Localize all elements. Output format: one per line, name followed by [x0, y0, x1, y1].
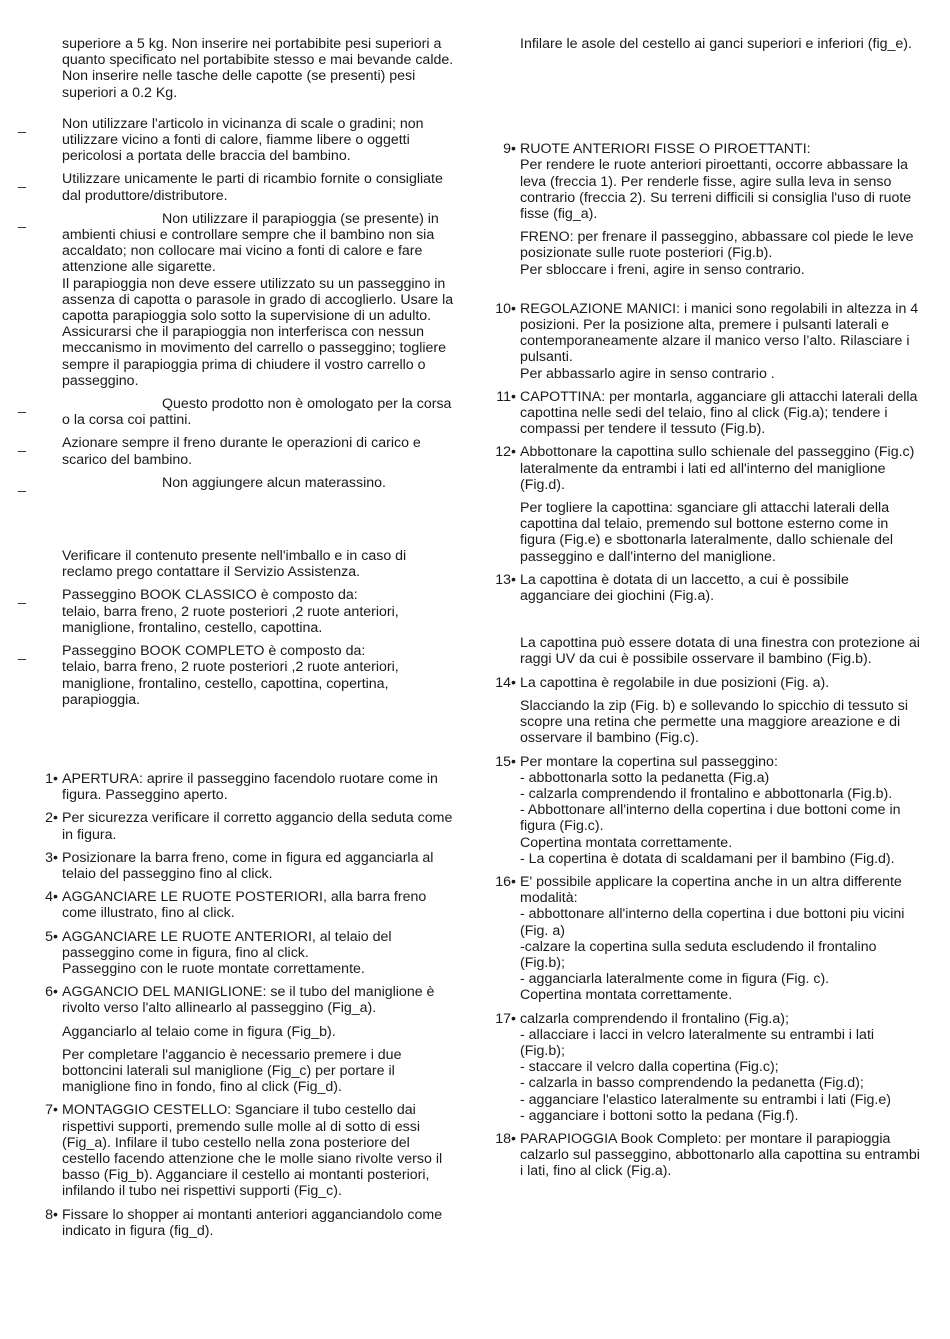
step-item — [488, 141, 920, 222]
step-item — [488, 444, 920, 493]
step-text: Per sicurezza verificare il corretto aggancio della seduta come in figura. — [62, 810, 453, 843]
intro-paragraph: superiore a 5 kg. Non inserire nei portabibite pesi superiori a quanto specificato nel portabibite stesso e mai bevande calde. Non inserire nelle tasche delle capotte (se presenti) pesi superiori a 0.2 Kg. — [62, 36, 454, 101]
step-extra: Agganciarlo al telaio come in figura (Fig_b). — [62, 1023, 336, 1040]
step-number: 15• — [495, 753, 516, 770]
step-item — [30, 929, 460, 978]
warning-text: Azionare sempre il freno durante le operazioni di carico e scarico del bambino. — [62, 435, 421, 468]
uv-window-paragraph: La capottina può essere dotata di una finestra con protezione ai raggi UV da cui è possibile osservare il bambino (Fig.b). — [520, 635, 920, 668]
step-extra: Per togliere la capottina: sganciare gli attacchi laterali della capottina dal telaio, premendo sul bottone esterno come in figura (Fig.e) e sbottonarla lateralmente, dallo schienale del passeggino e dall'interno del maniglione. — [520, 500, 894, 565]
contents-item — [18, 643, 460, 708]
step-text: AGGANCIO DEL MANIGLIONE: se il tubo del maniglione è rivolto verso l'alto allinearlo al passeggino (Fig_a). — [62, 984, 435, 1017]
step-extra: FRENO: per frenare il passeggino, abbassare col piede le leve posizionate sulle ruote posteriori (Fig.b). Per sbloccare i freni, agire in senso contrario. — [520, 229, 914, 278]
warning-item — [18, 171, 460, 204]
dash-marker: _ — [18, 645, 26, 662]
step-number: 8• — [45, 1206, 58, 1223]
step-text: Fissare lo shopper ai montanti anteriori agganciandolo come indicato in figura (fig_d). — [62, 1206, 443, 1239]
step-extra: calzarla comprendendo il frontalino (Fig.a); - allacciare i lacci in velcro lateralmente su entrambi i lati (Fig.b); - staccare il velcro dalla copertina (Fig.c); - calzarla in basso comprendendo la pedanetta (Fig.d); - agganciare l'elastico lateralmente su entrambi i lati (Fig.e) - agganciare i bottoni sotto la pedana (Fig.f). — [520, 1010, 891, 1124]
warning-item — [18, 435, 460, 468]
step-number: 9• — [503, 141, 516, 158]
step-number: 2• — [45, 810, 58, 827]
warning-text: Non aggiungere alcun materassino. — [162, 474, 386, 491]
contents-item — [18, 587, 460, 636]
step-text: La capottina è dotata di un laccetto, a cui è possibile agganciare dei giochini (Fig.a). — [520, 571, 849, 605]
contents-text: Passeggino BOOK COMPLETO è composto da: telaio, barra freno, 2 ruote posteriori ,2 ruote anteriori, maniglione, frontalino, cestello, capottina, copertina, parapioggia. — [62, 643, 399, 708]
step-item — [30, 984, 460, 1016]
step-number: 3• — [45, 849, 58, 866]
contents-text: Passeggino BOOK CLASSICO è composto da: telaio, barra freno, 2 ruote posteriori ,2 ruote anteriori, maniglione, frontalino, cestello, capottina. — [62, 587, 399, 636]
dash-marker: _ — [18, 437, 26, 454]
step-extra: Per montare la copertina sul passeggino: - abbottonarla sotto la pedanetta (Fig.a) - calzarla comprendendo il frontalino e abbottonarla (Fig.b). - Abbottonare all'interno della copertina i due bottoni come in figura (Fig.c). Copertina montata correttamente. - La copertina è dotata di scaldamani per il bambino (Fig.d). — [520, 753, 901, 867]
step-text: AGGANCIARE LE RUOTE ANTERIORI, al telaio del passeggino come in figura, fino al click. Passeggino con le ruote montate correttamente. — [62, 928, 392, 977]
step-item — [488, 301, 920, 382]
dash-marker: _ — [18, 173, 26, 190]
warning-text: Questo prodotto non è omologato per la corsa o la corsa coi pattini. — [62, 396, 452, 429]
step-item — [488, 1131, 920, 1180]
intro-paragraph: Infilare le asole del cestello ai ganci superiori e inferiori (fig_e). — [520, 36, 912, 52]
step-number: 17• — [495, 1010, 516, 1027]
step-text: MONTAGGIO CESTELLO: Sganciare il tubo cestello dai rispettivi supporti, premendo sulle molle al di sotto di essi (Fig_a). Infilare il tubo cestello nella zona posteriore del cestello facendo attenzione che le molle siano rivolte verso il basso (Fig_b). Agganciare il cestello ai montanti posteriori, infilando il tubo nei rispettivi supporti (Fig_c). — [62, 1102, 443, 1200]
step-text: APERTURA: aprire il passeggino facendolo ruotare come in figura. Passeggino aperto. — [62, 770, 438, 804]
step-text: AGGANCIARE LE RUOTE POSTERIORI, alla barra freno come illustrato, fino al click. — [62, 889, 427, 922]
step-number: 14• — [495, 674, 516, 691]
step-number: 6• — [45, 984, 58, 1001]
step-text: La capottina è regolabile in due posizioni (Fig. a). — [520, 674, 830, 691]
step-text: CAPOTTINA: per montarla, agganciare gli attacchi laterali della capottina nelle sedi del telaio, fino al click (Fig.a); tendere i compassi per tendere il tessuto (Fig.b). — [520, 388, 918, 438]
step-number: 18• — [495, 1130, 516, 1147]
contents-intro: Verificare il contenuto presente nell'imballo e in caso di reclamo prego contattare il Servizio Assistenza. — [62, 548, 407, 581]
step-extra: Slacciando la zip (Fig. b) e sollevando lo spicchio di tessuto si scopre una retina che permette una maggiore areazione e di osservare il bambino (Fig.c). — [520, 697, 908, 747]
step-item — [30, 771, 460, 803]
dash-marker: _ — [18, 212, 26, 229]
step-number: 16• — [495, 873, 516, 890]
step-text: RUOTE ANTERIORI FISSE O PIROETTANTI: Per rendere le ruote anteriori piroettanti, occorre abbassare la leva (freccia 1). Per renderle fisse, agire sulla leva in senso contrario (freccia 2). Su terreni difficili si consiglia l'uso di ruote fisse (fig_a). — [520, 141, 912, 223]
step-item — [488, 389, 920, 438]
step-item — [30, 889, 460, 921]
step-item — [488, 675, 920, 691]
warning-text: Utilizzare unicamente le parti di ricambio fornite o consigliate dal produttore/distributore. — [62, 171, 443, 204]
warning-item — [18, 474, 460, 493]
step-number: 13• — [495, 571, 516, 588]
dash-marker: _ — [18, 476, 26, 493]
step-item — [30, 1207, 460, 1239]
warning-item — [18, 396, 460, 429]
step-item — [488, 572, 920, 604]
dash-marker: _ — [18, 589, 26, 606]
warning-text: Non utilizzare l'articolo in vicinanza di scale o gradini; non utilizzare vicino a fonti di calore, fiamme libere o oggetti pericolosi a portata delle braccia del bambino. — [62, 115, 424, 165]
step-item — [30, 810, 460, 842]
step-item — [488, 874, 920, 1004]
step-number: 5• — [45, 928, 58, 945]
dash-marker: _ — [18, 398, 26, 415]
step-number: 1• — [45, 770, 58, 787]
warning-item — [18, 210, 460, 389]
right-column — [488, 36, 920, 1187]
dash-marker: _ — [18, 117, 26, 134]
step-text: REGOLAZIONE MANICI: i manici sono regolabili in altezza in 4 posizioni. Per la posizione alta, premere i pulsanti laterali e contemporaneamente alzare il manico verso l’alto. Rilasciare i pulsanti. Per abbassarlo agire in senso contrario . — [520, 300, 919, 382]
step-number: 10• — [495, 300, 516, 317]
step-text: Posizionare la barra freno, come in figura ed agganciarla al telaio del passeggino fino al click. — [62, 849, 434, 882]
warning-text: Non utilizzare il parapioggia (se presente) in ambienti chiusi e controllare sempre che il bambino non sia accaldato; non collocare mai vicino a fonti di calore e fare attenzione alle sigarette. Il parapioggia non deve essere utilizzato su un passeggino in assenza di capotta o parasole in grado di accoglierlo. Usare la capotta parapioggia solo sotto la supervisione di un adulto. Assicurarsi che il parapioggia non interferisca con nessun meccanismo in movimento del carrello o passeggino; togliere sempre il parapioggia prima di chiudere il vostro carrello o passeggino. — [62, 210, 454, 389]
step-item — [30, 1102, 460, 1199]
step-number: 4• — [45, 889, 58, 906]
step-number: 12• — [495, 444, 516, 461]
step-item — [30, 850, 460, 882]
step-number: 11• — [496, 388, 516, 405]
left-column — [18, 36, 460, 1246]
step-text: E' possibile applicare la copertina anche in un altra differente modalità: - abbottonare all'interno della copertina i due bottoni piu vicini (Fig. a) -calzare la copertina sulla seduta escludendo il frontalino (Fig.b); - agganciarla lateralmente come in figura (Fig. c). Copertina montata correttamente. — [520, 873, 905, 1004]
step-extra: Per completare l'aggancio è necessario premere i due bottoncini laterali sul maniglione (Fig_c) per portare il maniglione fino in fondo, fino al click (Fig_d). — [62, 1046, 402, 1096]
warning-item — [18, 115, 460, 165]
step-text: PARAPIOGGIA Book Completo: per montare il parapioggia calzarlo sul passeggino, abbottonarlo alla capottina su entrambi i lati, fino al click (Fig.a). — [520, 1130, 920, 1180]
step-number: 7• — [45, 1102, 58, 1119]
step-text: Abbottonare la capottina sullo schienale del passeggino (Fig.c) lateralmente da entrambi i lati ed all'interno del maniglione (Fig.d). — [520, 444, 915, 493]
